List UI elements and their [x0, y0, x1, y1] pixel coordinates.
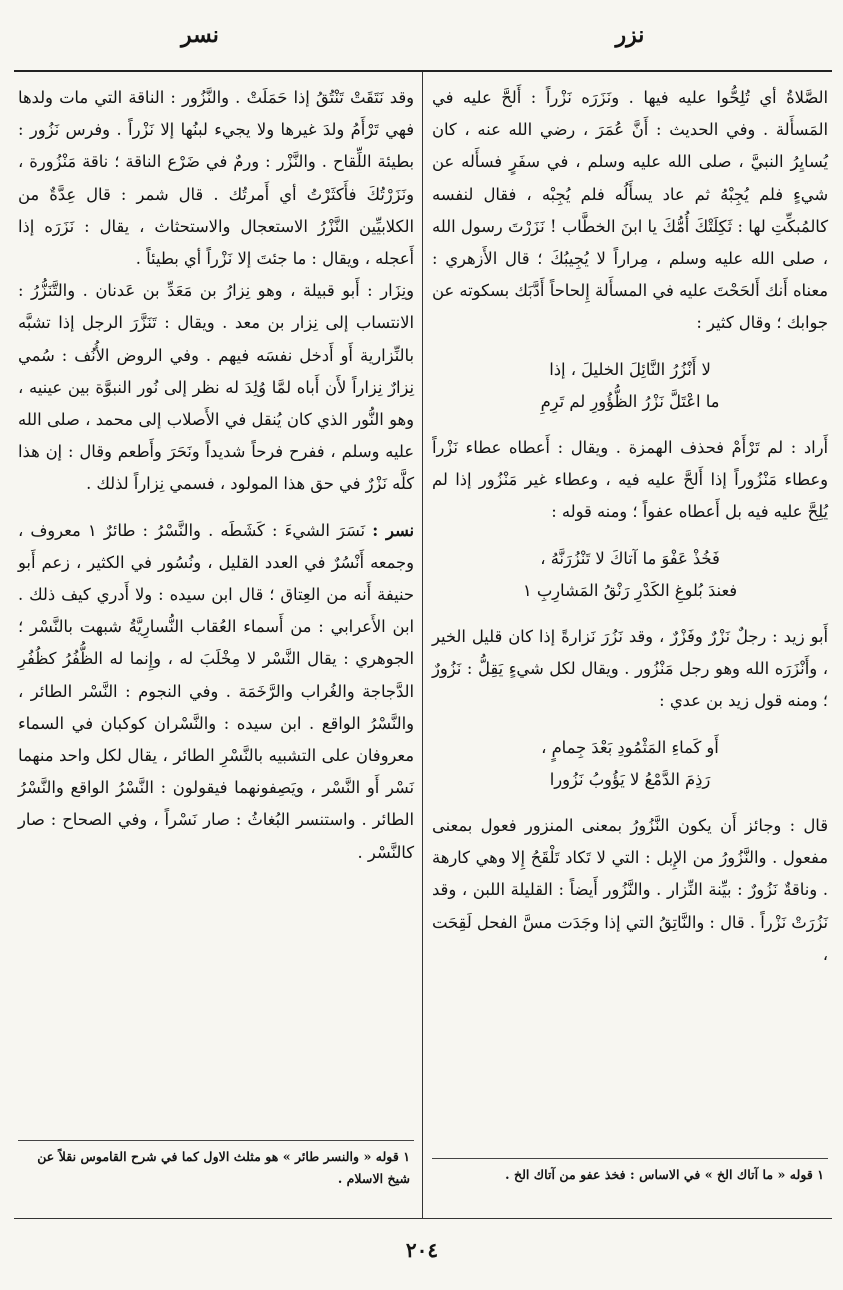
right-paragraph-1: الصَّلاةُ أي تُلِحُّوا عليه فيها . ونَزَرَه نَزْراً : أَلحَّ عليه في المَسأَلة . وفي الحديث : أَنَّ عُمَرَ ، رضي الله عنه ، كان يُسايِرُ النبيَّ ، صلى الله عليه وسلم ، في سفَرٍ فسأَله عن شيءٍ فلم يُجِبْهُ ثم عاد يسأَلُه فلم يُجِبْه ، فقال لنفسه كالمُبكِّتِ لها : ثَكِلَتْكَ أُمُّكَ يا ابنَ الخطَّاب ! نَزَرْتَ رسول الله ، صلى الله عليه وسلم ، مِراراً لا يُجِيبُكَ ؛ قال الأَزهري : معناه أَنك أَلحَحْتَ عليه في المسأَلة إِلحاحاً أَدَّبَك بسكوته عن جوابك ؛ وقال كثير :	[432, 88, 828, 333]
verse-1-line-b: ما اعْتَلَّ نَزْرُ الظُّؤُورِ لم تَرِمِ	[540, 391, 720, 411]
left-paragraph-2: ونِزَار : أَبو قبيلة ، وهو نِزارُ بن مَعَدِّ بن عَدنان . والتَّنَزُّرُ : الانتساب إلى نِزار بن معد . ويقال : تَنَزَّرَ الرجل إذا تشبَّه بالنِّزارية أَو أَدخل نفسَه فيهم . وفي الروض الأُنُف : سُمي نِزارٌ نِزاراً لأَن أَباه لمَّا وُلِدَ له نظر إلى نُور النبوَّة بين عينيه ، وهو النُّور الذي كان يُنقل في الأَصلاب إلى محمد ، صلى الله عليه وسلم ، ففرح فرحاً شديداً ونَحَرَ وأَطعم وقال : إن هذا كلَّه نَزْرٌ في حق هذا المولود ، فسمي نِزاراً لذلك .	[18, 281, 414, 494]
footnote-rule-left	[18, 1140, 414, 1141]
right-paragraph-4: قال : وجائز أَن يكون النَّزُورُ بمعنى المنزور فعول بمعنى مفعول . والنَّزُورُ من الإِبل : التي لا تَكاد تَلْقَحُ إِلا وهي كارهة . وناقةٌ نَزُورٌ : بيِّنة النِّزار . والنَّزُور أَيضاً : القليلة اللبن ، وقد نَزُرَتْ نَزْراً . قال : والنَّاتِقُ التي إذا وجَدَت مسَّ الفحل لَقِحَت ،	[432, 816, 828, 964]
verse-2-line-b: فعندَ بُلوغِ الكَدْرِ رَنْقُ المَشارِبِ ١	[522, 580, 738, 600]
left-paragraph-3	[18, 515, 414, 869]
spacer	[432, 607, 828, 621]
running-header-right: نزر	[615, 22, 645, 48]
spacer	[432, 796, 828, 810]
running-header-left: نسر	[181, 22, 219, 48]
footnote-left: ١ قوله « والنسر طائر » هو مثلث الاول كما في شرح القاموس نقلاً عن شيخ الاسلام .	[37, 1149, 410, 1186]
right-column	[432, 82, 828, 971]
header-rule	[14, 70, 832, 72]
footnote-right: ١ قوله « ما آتاك الخ » في الاساس : فخذ عفو من آتاك الخ .	[505, 1167, 824, 1182]
spacer	[432, 340, 828, 354]
verse-2-line-a: فَخُذْ عَفْوَ ما آتاكَ لا تَنْزُرَنَّهُ ،	[540, 548, 720, 568]
spacer	[432, 529, 828, 543]
spacer	[18, 501, 414, 515]
verse-1-line-a: لا أَنْزُرُ النَّائِلَ الخليلَ ، إذا	[549, 359, 711, 379]
left-column	[18, 82, 414, 869]
column-divider	[422, 72, 423, 1218]
right-paragraph-2: أَراد : لم تَرْأَمْ فحذف الهمزة . ويقال : أَعطاه عطاء نَزْراً وعطاء مَنْزُوراً إذا أَلحَّ عليه فيه ، وعطاء غير مَنْزُور إذا لم يُلِحَّ عليه فيه بل أَعطاه عفواً ؛ ومنه قوله :	[432, 438, 828, 522]
footer-rule	[14, 1218, 832, 1219]
entry-headword: نسر :	[372, 520, 415, 540]
entry-text: نَسَرَ الشيءَ : كَشَطَه . والنَّسْرُ : طائرٌ ١ معروف ، وجمعه أَنْسُرٌ في العدد القليل ، ونُسُور في الكثير ، زعم أَبو حنيفة أَنه من العِتاق ؛ قال ابن سيده : ولا أَدري كيف ذلك . ابن الأَعرابي : من أَسماء العُقاب النُّسارِيَّةُ شبهت بالنَّسْر ؛ الجوهري : يقال النَّسْر لا مِخْلَبَ له ، وإِنما له الظُّفُرُ كظُفُرِ الدَّجاجة والغُراب والرَّخَمَة . وفي النجوم : النَّسْر الطائر ، والنَّسْرُ الواقع . ابن سيده : والنَّسْران كوكبان في السماء معروفان على التشبيه بالنَّسْرِ الطائر ، يقال لكل واحد منهما نَسْر أَو النَّسْر ، ويَصِفونهما فيقولون : النَّسْرُ الواقع والنَّسْرُ الطائر . واستنسر البُغاثُ : صار نَسْراً ، وفي الصحاح : صار كالنَّسْر .	[18, 520, 414, 862]
left-paragraph-1: وقد نَتَقَتْ تَنْتُقُ إذا حَمَلَتْ . والنَّزُور : الناقة التي مات ولدها فهي تَرْأَمُ ولدَ غيرها ولا يجيء لبنُها إلا نَزْراً . وفرس نَزُور : بطيئة اللِّقاح . والنَّزْر : ورمٌ في ضَرْع الناقة ؛ ناقة مَنْزُورة ، ونَزَرْتُكَ فأَكثَرْتُ أي أَمرتُك . قال شمر : قال عِدَّةٌ من الكلابيِّين النَّزْرُ الاستعجال والاستحثاث ، يقال : نَزَرَه إذا أَعجله ، ويقال : ما جئتَ إلا نَزْراً أي بطيئاً .	[18, 88, 414, 269]
verse-3-line-b: رَذِمَ الدَّمْعُ لا يَؤُوبُ نَزُورا	[549, 769, 711, 789]
verse-3-line-a: أَو كَماءِ المَثْمُودِ بَعْدَ جِمامٍ ،	[541, 737, 719, 757]
page-number: ٢٠٤	[405, 1238, 439, 1262]
spacer	[432, 418, 828, 432]
spacer	[432, 718, 828, 732]
right-paragraph-3: أَبو زيد : رجلٌ نَزْرٌ وفَزْرٌ ، وقد نَزُرَ نَزارةً إذا كان قليل الخير ، وأَنْزَرَه الله وهو رجل مَنْزُور . ويقال لكل شيءٍ يَقِلُّ : نَزُورٌ ؛ ومنه قول زيد بن عدي :	[432, 627, 828, 711]
footnote-rule-right	[432, 1158, 828, 1159]
